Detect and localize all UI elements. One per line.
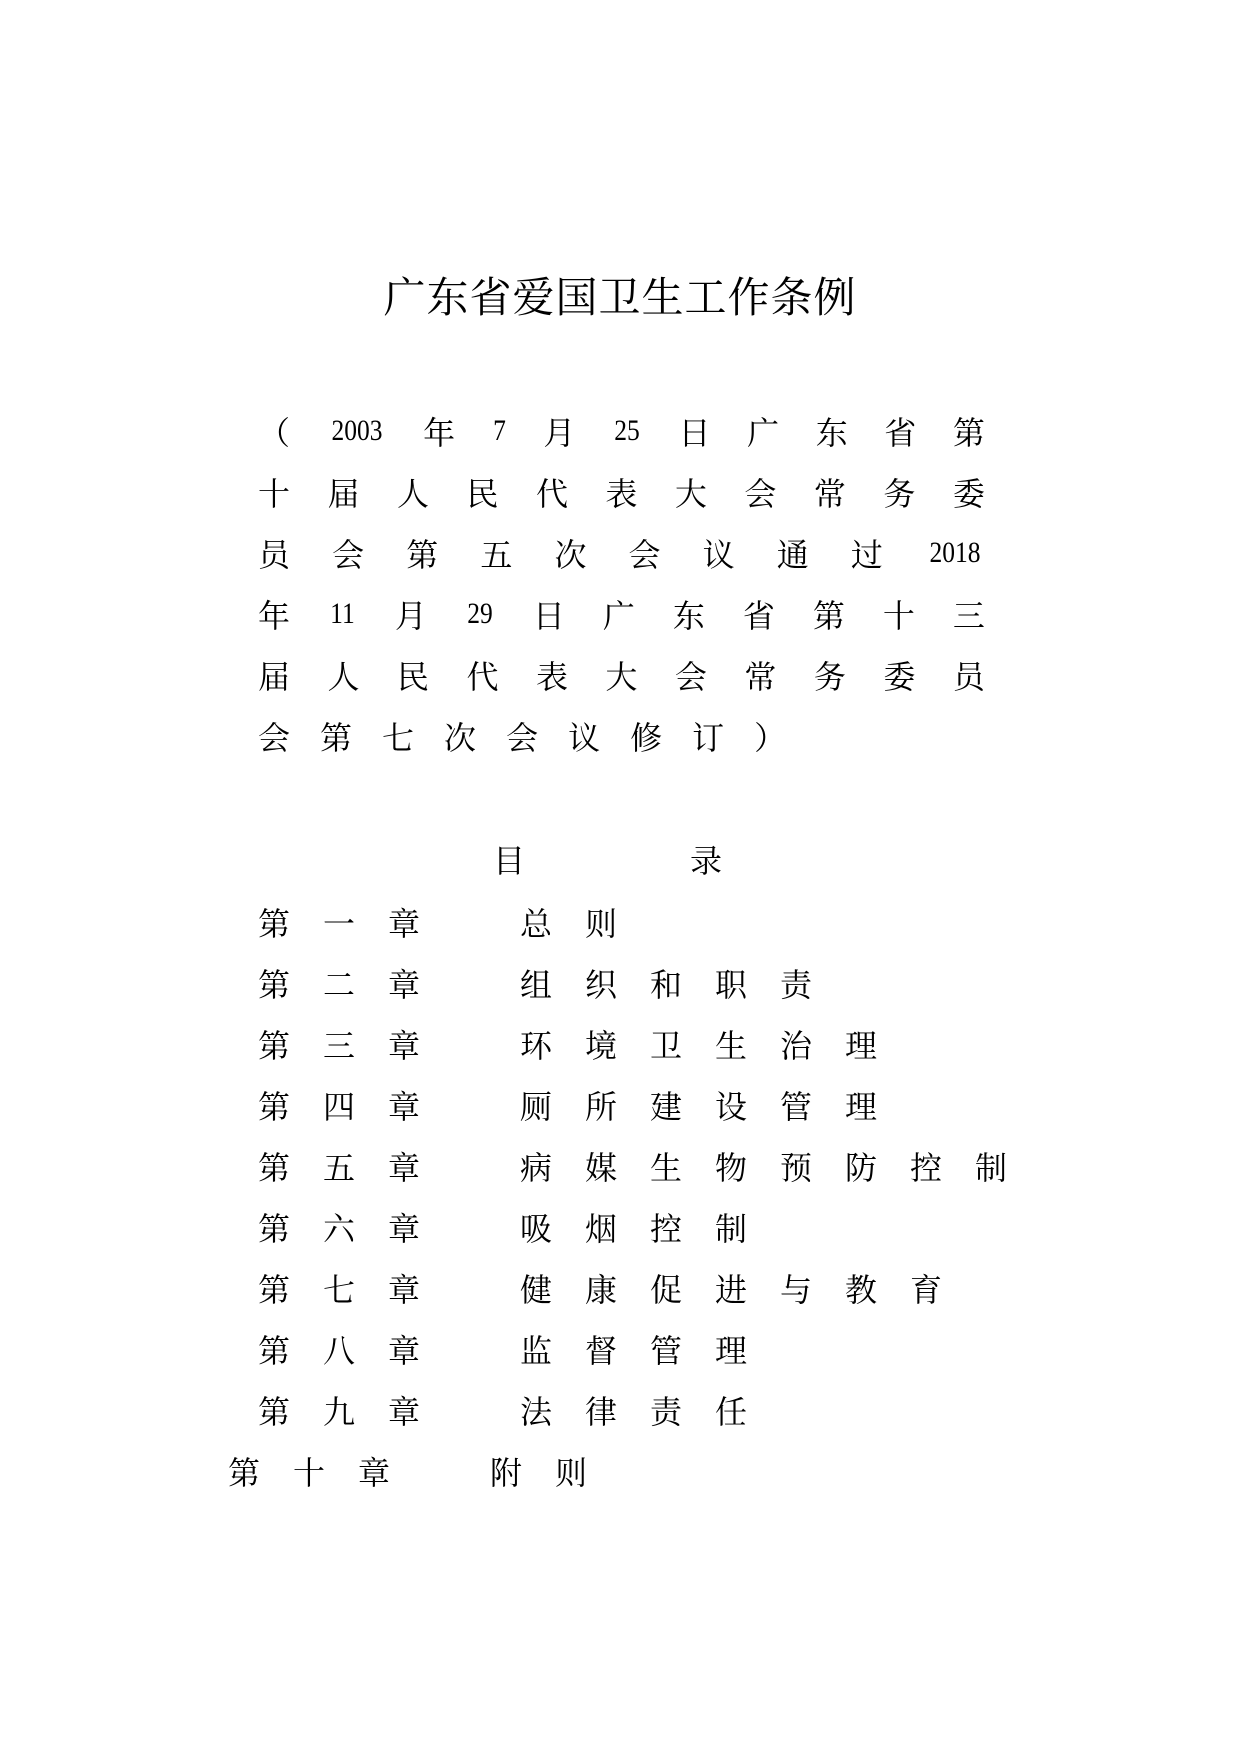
chapter-number: 第 一 章 (258, 905, 421, 943)
preamble-token: 省 (884, 413, 917, 452)
preamble-token: 订 (692, 718, 725, 757)
preamble-token: 大 (605, 657, 638, 696)
preamble-token: 次 (444, 718, 477, 757)
preamble-token: （ (258, 413, 291, 452)
chapter-heading: 环 境 卫 生 治 理 (520, 1027, 878, 1065)
preamble-token: 修 (630, 718, 663, 757)
chapter-number: 第 八 章 (258, 1332, 421, 1370)
preamble-token: 25 (614, 413, 640, 447)
preamble-token: 东 (672, 596, 705, 635)
toc-entry (258, 1131, 1058, 1192)
preamble-token: 第 (320, 718, 353, 757)
chapter-heading: 法 律 责 任 (520, 1393, 748, 1431)
chapter-heading: 吸 烟 控 制 (520, 1210, 748, 1248)
preamble-token: 7 (492, 413, 506, 447)
chapter-number: 第 二 章 (258, 966, 421, 1004)
toc-entry (228, 1436, 1028, 1497)
preamble-token: 2003 (331, 413, 383, 447)
preamble-token: 三 (952, 596, 985, 635)
preamble-token: 务 (813, 657, 846, 696)
preamble-token: 第 (952, 413, 985, 452)
chapter-number: 第 六 章 (258, 1210, 421, 1248)
preamble-token: 民 (396, 657, 429, 696)
preamble-token: 会 (744, 474, 777, 513)
preamble-token: 代 (535, 474, 568, 513)
preamble-token: 民 (466, 474, 499, 513)
chapter-heading: 厕 所 建 设 管 理 (520, 1088, 878, 1126)
preamble-token: 第 (406, 535, 439, 574)
toc-entry (258, 1009, 1058, 1070)
preamble-token: ） (754, 718, 787, 757)
preamble-token: 代 (466, 657, 499, 696)
chapter-number: 第 四 章 (258, 1088, 421, 1126)
preamble-token: 表 (535, 657, 568, 696)
preamble-token: 员 (952, 657, 985, 696)
chapter-heading: 健 康 促 进 与 教 育 (520, 1271, 943, 1309)
preamble-token: 议 (702, 535, 735, 574)
preamble-token: 年 (258, 596, 291, 635)
preamble-token: 次 (554, 535, 587, 574)
chapter-heading: 附 则 (490, 1454, 588, 1492)
preamble-token: 大 (674, 474, 707, 513)
preamble-token: 29 (467, 596, 493, 630)
preamble-token: 会 (628, 535, 661, 574)
preamble-line (258, 644, 985, 705)
preamble-token: 11 (330, 596, 355, 630)
preamble-token: 员 (258, 535, 291, 574)
preamble-token: 日 (678, 413, 711, 452)
chapter-number: 第 九 章 (258, 1393, 421, 1431)
preamble-token: 东 (815, 413, 848, 452)
preamble-token: 七 (382, 718, 415, 757)
preamble-token: 届 (258, 657, 291, 696)
chapter-heading: 总 则 (520, 905, 618, 943)
preamble-line (258, 705, 985, 766)
preamble-token: 月 (543, 413, 576, 452)
preamble-token: 常 (744, 657, 777, 696)
preamble-token: 五 (480, 535, 513, 574)
preamble-token: 委 (883, 657, 916, 696)
preamble-token: 2018 (929, 535, 981, 569)
toc-entry (258, 887, 1058, 948)
toc-title-left: 目 (493, 842, 526, 880)
toc-title-right: 录 (690, 842, 723, 880)
toc-entry (258, 1192, 1058, 1253)
preamble-token: 通 (776, 535, 809, 574)
preamble-token: 广 (602, 596, 635, 635)
toc-entry (258, 1253, 1058, 1314)
preamble-token: 年 (423, 413, 456, 452)
preamble-token: 月 (394, 596, 427, 635)
chapter-number: 第 五 章 (258, 1149, 421, 1187)
preamble-token: 会 (332, 535, 365, 574)
preamble-token: 人 (396, 474, 429, 513)
chapter-heading: 病 媒 生 物 预 防 控 制 (520, 1149, 1008, 1187)
preamble-token: 省 (742, 596, 775, 635)
chapter-heading: 组 织 和 职 责 (520, 966, 813, 1004)
table-of-contents (228, 887, 1058, 1497)
toc-entry (258, 948, 1058, 1009)
preamble-token: 第 (812, 596, 845, 635)
preamble-token: 议 (568, 718, 601, 757)
preamble-token: 过 (850, 535, 883, 574)
preamble-line (258, 400, 985, 461)
preamble-token: 十 (258, 474, 291, 513)
toc-entry (258, 1070, 1058, 1131)
chapter-number: 第 十 章 (228, 1454, 391, 1492)
preamble-token: 广 (747, 413, 780, 452)
preamble-token: 会 (674, 657, 707, 696)
preamble (258, 400, 985, 766)
preamble-token: 会 (506, 718, 539, 757)
document-title: 广东省爱国卫生工作条例 (383, 273, 857, 322)
chapter-number: 第 七 章 (258, 1271, 421, 1309)
preamble-token: 人 (327, 657, 360, 696)
toc-entry (258, 1375, 1058, 1436)
chapter-heading: 监 督 管 理 (520, 1332, 748, 1370)
preamble-token: 日 (532, 596, 565, 635)
preamble-token: 务 (883, 474, 916, 513)
preamble-line (258, 583, 985, 644)
preamble-token: 会 (258, 718, 291, 757)
chapter-number: 第 三 章 (258, 1027, 421, 1065)
preamble-token: 表 (605, 474, 638, 513)
preamble-token: 委 (952, 474, 985, 513)
preamble-line (258, 461, 985, 522)
preamble-token: 届 (327, 474, 360, 513)
toc-title (0, 826, 1240, 886)
preamble-token: 常 (813, 474, 846, 513)
preamble-token: 十 (882, 596, 915, 635)
preamble-line (258, 522, 985, 583)
toc-entry (258, 1314, 1058, 1375)
